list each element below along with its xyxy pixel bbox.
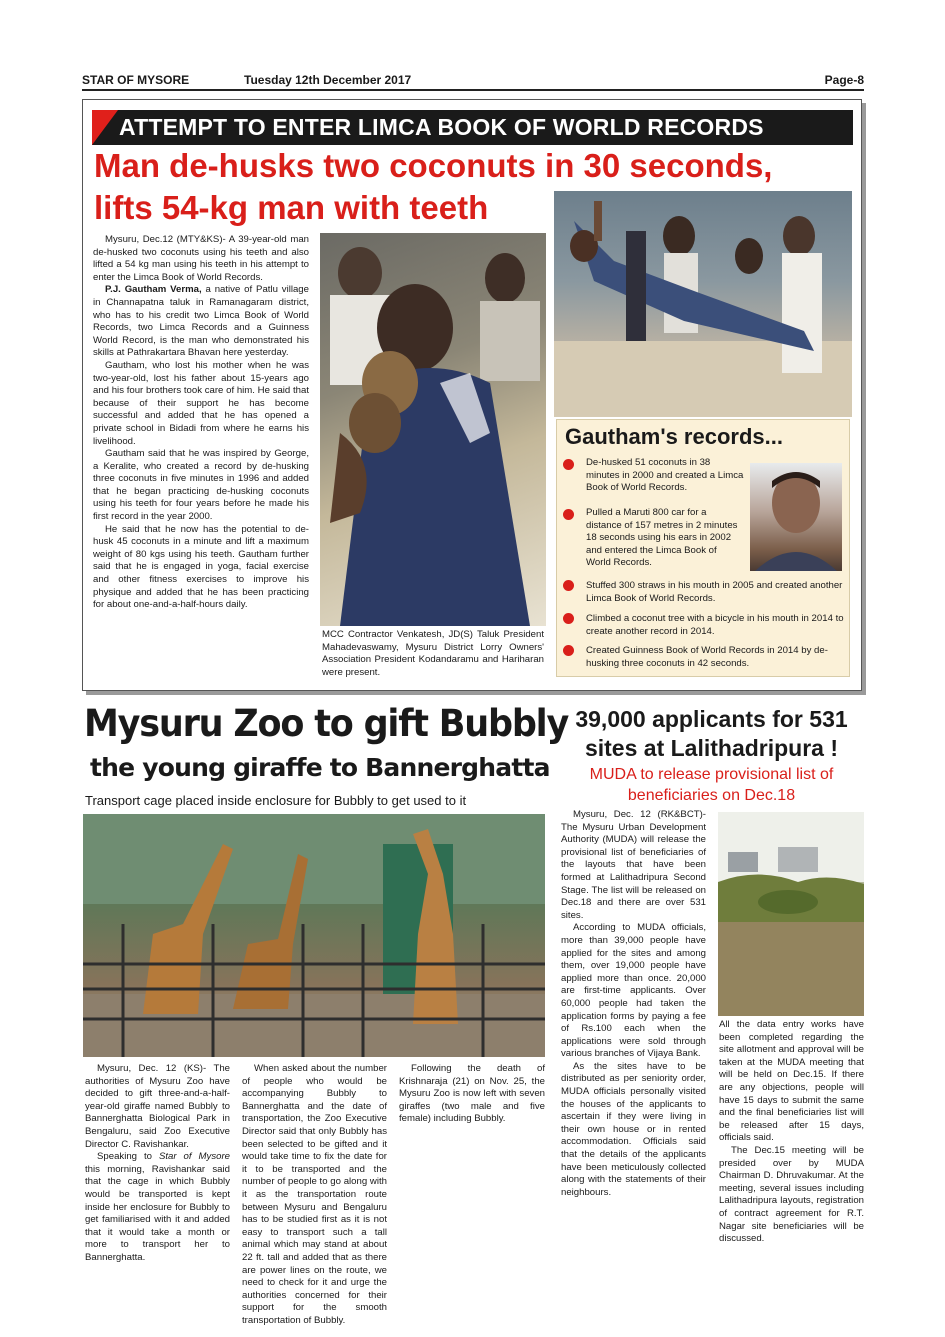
masthead: [82, 73, 864, 89]
muda-headline-line1: 39,000 applicants for 531: [575, 706, 848, 732]
zoo-headline-line2: the young giraffe to Bannerghatta: [90, 753, 550, 782]
muda-p4: All the data entry works have been completed regarding the site allotment and approval will be taken at the MUDA meeting that will be held on Dec.15. If there are any objections, people will have 15 days to submit the same and the final beneficiaries list will be released after 15 days, officials said.: [719, 1019, 864, 1144]
masthead-rule: [82, 89, 864, 91]
records-title: Gautham's records...: [565, 424, 783, 449]
coconut-photo-caption: MCC Contractor Venkatesh, JD(S) Taluk President Mahadevaswamy, Mysuru District Lorry Owners' Association President Kodandaramu and Hariharan were present.: [322, 629, 544, 678]
muda-p1: Mysuru, Dec. 12 (RK&BCT)- The Mysuru Urban Development Authority (MUDA) will release the provisional list of beneficiaries of the layouts that have been formed at Lalithadripura Second Stage. The list will be released on Dec.18 and there are over 531 sites.: [561, 809, 706, 921]
muda-p2: According to MUDA officials, more than 39,000 people have applied for the sites and among them, over 19,000 people have applied more than once. 20,000 are first-time applicants. Over 60,000 people had taken the application forms by paying a fee of Rs.100 each when the applications were sold through various branches of Vijaya Bank.: [561, 922, 706, 1060]
record-item-5: Created Guinness Book of World Records in 2014 by de-husking three coconuts in 42 seconds.: [586, 645, 828, 669]
record-item-1: De-husked 51 coconuts in 38 minutes in 2000 and created a Limca Book of World Records.: [586, 457, 744, 494]
lalithadripura-site-photo: [718, 812, 864, 1016]
limca-p2: [93, 284, 309, 360]
zoo-subhead: Transport cage placed inside enclosure for Bubbly to get used to it: [85, 793, 467, 808]
limca-p2-name: P.J. Gautham Verma,: [105, 284, 202, 296]
limca-banner: [92, 110, 853, 145]
muda-p3: As the sites have to be distributed as per seniority order, MUDA officials personally visited the houses of the applicants to ascertain if they were living in their own house or in rented accommodation. Officials said that the details of the applicants have been meticulously collected along with the statements of their neighbours.: [561, 1060, 706, 1198]
zoo-p3: When asked about the number of people who would be accompanying Bubbly to Bannerghatta and the date of transportation, the Zoo Executive Director said that only Bubbly has been selected to be gifted and it would take time to fix the date for it to be transported and the number of people to go along with it as the transportation route between Mysuru and Bengaluru has to be studied first as it is not easy to transport such a tall animal which may stand at about 22 ft. tall and added that as there are power lines on the route, we need to check for it and urge the authorities concerned for their support for the smooth transportation of Bubbly.: [242, 1063, 387, 1326]
muda-headline-line2: sites at Lalithadripura !: [584, 735, 839, 761]
limca-p4: Gautham said that he was inspired by George, a Keralite, who created a record by de-husking three coconuts in five minutes in 1996 and added that he began practicing de-husking coconuts using his teeth for four years before he made his first record in the year 2000.: [93, 448, 309, 523]
zoo-col-2: [242, 1063, 387, 1327]
record-bullet: [563, 580, 574, 591]
gautham-portrait: [750, 463, 842, 571]
zoo-col-1: [85, 1063, 230, 1265]
zoo-col-3: [399, 1063, 545, 1126]
page-number: Page-8: [824, 73, 864, 87]
zoo-p2-b: this morning, Ravishankar said that the cage in which Bubbly would be transported is kept inside her enclosure for Bubbly to get familiarised with it and added that it would take a month or more to transport her to Bannerghatta.: [85, 1163, 230, 1263]
record-item-2: Pulled a Maruti 800 car for a distance of 157 metres in 2 minutes 18 seconds using his ears in 2002 and entered the Limca Book of World Records.: [586, 507, 738, 569]
giraffe-enclosure-photo: [83, 814, 545, 1057]
record-bullet: [563, 509, 574, 520]
zoo-p2-a: Speaking to: [97, 1151, 159, 1163]
limca-p5: He said that he now has the potential to de-husk 45 coconuts in a minute and lift a maximum weight of 80 kgs using his teeth. Gautham further said that he is engaged in yoga, facial exercise and other fitness exercises to improve his physique and added that he has been practicing for about one-and-a-half-hours daily.: [93, 523, 309, 611]
limca-p1: Mysuru, Dec.12 (MTY&KS)- A 39-year-old man de-husked two coconuts using his teeth and also lifted a 54 kg man using his teeth in his attempt to enter the Limca Book of World Records.: [93, 234, 309, 283]
record-item-4: Climbed a coconut tree with a bicycle in his mouth in 2014 to create another record in 2014.: [586, 613, 844, 637]
record-bullet: [563, 459, 574, 470]
teeth-lift-photo: [554, 191, 852, 417]
limca-p2-rest: a native of Patlu village in Channapatna taluk in Ramanagaram district, who has to his credit two Limca Book of World Records, two Limca Records and a Guinness World Record, is the man who demonstrated his skills at Pathrakartara Bhavan here yesterday.: [93, 284, 309, 359]
limca-story-body: [93, 234, 309, 612]
muda-subhead-line2: beneficiaries on Dec.18: [627, 787, 796, 804]
issue-date: Tuesday 12th December 2017: [244, 73, 412, 87]
limca-headline-line2: lifts 54-kg man with teeth: [94, 189, 489, 226]
record-item-3: Stuffed 300 straws in his mouth in 2005 and created another Limca Book of World Records.: [586, 580, 843, 604]
record-bullet: [563, 645, 574, 656]
record-bullet: [563, 613, 574, 624]
zoo-p2-paper: Star of Mysore: [158, 1151, 230, 1163]
banner-red-corner: [92, 110, 118, 145]
limca-p3: Gautham, who lost his mother when he was two-year-old, lost his father about 15-years ago and his four brothers took care of him. He said that because of their support he has become successful and added that he has opened a private school in Bidadi from where he earns his livelihood.: [93, 359, 309, 447]
muda-col-2: [719, 1019, 864, 1246]
paper-name: STAR OF MYSORE: [82, 73, 190, 87]
zoo-p4: Following the death of Krishnaraja (21) on Nov. 25, the Mysuru Zoo is now left with seven giraffes (two male and five female) including Bubbly.: [399, 1063, 545, 1125]
zoo-headline-line1: Mysuru Zoo to gift Bubbly: [84, 703, 569, 746]
muda-subhead-line1: MUDA to release provisional list of: [589, 766, 834, 783]
muda-p5: The Dec.15 meeting will be presided over by MUDA Chairman D. Dhruvakumar. At the meeting, several issues including Lalithadripura layouts, registration of contract agreement for R.T. Nagar site beneficiaries will be discussed.: [719, 1144, 864, 1245]
zoo-p1: Mysuru, Dec. 12 (KS)- The authorities of Mysuru Zoo have decided to gift three-and-a-half-year-old giraffe named Bubbly to Bannerghatta Biological Park in Bengaluru, said Zoo Executive Director C. Ravishankar.: [85, 1063, 230, 1150]
coconut-dehusk-photo: [320, 233, 546, 626]
zoo-p2: [85, 1151, 230, 1264]
banner-text: ATTEMPT TO ENTER LIMCA BOOK OF WORLD RECORDS: [119, 114, 764, 140]
muda-col-1: [561, 809, 706, 1199]
limca-headline-line1: Man de-husks two coconuts in 30 seconds,: [94, 147, 773, 184]
